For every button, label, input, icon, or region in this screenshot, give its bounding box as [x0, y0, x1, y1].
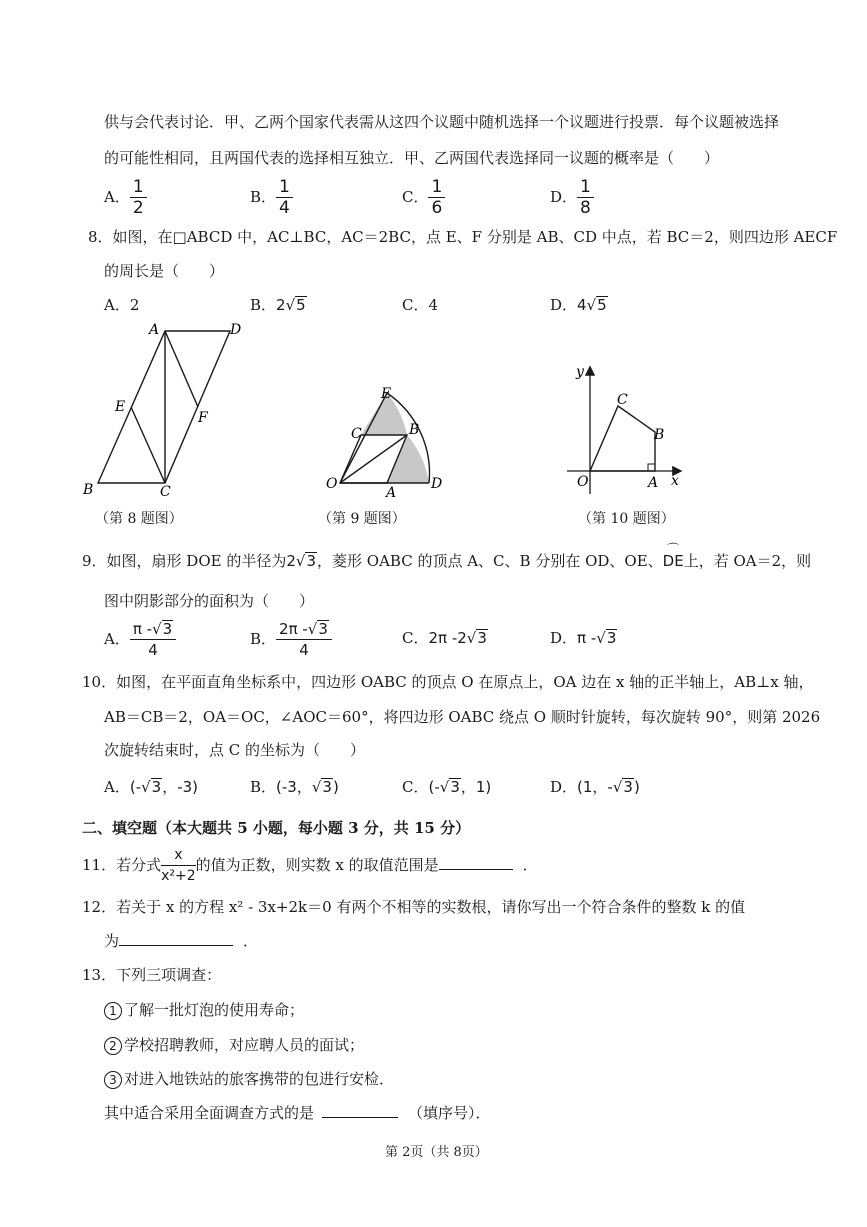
q12-line2: 为 ． — [104, 932, 259, 950]
figure-8 — [80, 318, 260, 503]
q9-line2: 图中阴影部分的面积为（ ） — [104, 592, 315, 610]
q8-option-a: A．2 — [104, 296, 140, 314]
q7-option-c: C． $\frac{1}{6}$ — [402, 178, 445, 218]
q10-option-d: D．(1，-√3) — [550, 778, 640, 796]
fraction: $\frac{1}{4}$ — [276, 178, 293, 218]
q13-answer-blank[interactable] — [322, 1103, 398, 1118]
q10-option-c: C．(-√3，1) — [402, 778, 492, 796]
figure-10 — [562, 362, 687, 497]
label-d: D — [230, 322, 242, 338]
label-f: F — [198, 410, 208, 426]
quadrilateral-oabc — [590, 406, 655, 471]
fraction: $\frac{1}{6}$ — [428, 178, 445, 218]
q13-item-3: 3 对进入地铁站的旅客携带的包进行安检． — [104, 1068, 394, 1089]
q11: 11．若分式 $\frac{x}{\text{x²+2}}$ 的值为正数，则实数 x 的取值范围是 ． — [82, 847, 538, 884]
q12-line1: 12．若关于 x 的方程 x² - 3x+2k＝0 有两个不相等的实数根，请你写出一个符合条件的整数 k 的值 — [82, 898, 746, 916]
q13-item-2: 2 学校招聘教师，对应聘人员的面试； — [104, 1034, 364, 1055]
q13-last-line: 其中适合采用全面调查方式的是 （填序号）． — [104, 1104, 491, 1122]
q11-answer-blank[interactable] — [439, 855, 513, 870]
q10-option-b: B．(-3，√3) — [250, 778, 339, 796]
q13-item-1: 1 了解一批灯泡的使用寿命； — [104, 999, 304, 1020]
q7-line1: 供与会代表讨论．甲、乙两个国家代表需从这四个议题中随机选择一个议题进行投票．每个议题被选择 — [104, 113, 780, 131]
label-e: E — [381, 386, 392, 402]
q9-option-b: B． $\frac{2\pi -√3}{4}$ — [250, 620, 332, 660]
q7-option-d: D． $\frac{1}{8}$ — [550, 178, 594, 218]
segment-af — [165, 331, 198, 407]
fraction: $\frac{x}{\text{x²+2}}$ — [161, 847, 196, 884]
label-a: A — [149, 322, 160, 338]
q10-line1: 10．如图，在平面直角坐标系中，四边形 OABC 的顶点 O 在原点上，OA 边在 x 轴的正半轴上，AB⊥x 轴， — [82, 673, 814, 691]
q7-line2: 的可能性相同，且两国代表的选择相互独立．甲、乙两国代表选择同一议题的概率是（ ） — [104, 149, 720, 167]
q7-option-a: A． $\frac{1}{2}$ — [104, 178, 147, 218]
q9-option-a: A． $\frac{\pi -√3}{4}$ — [104, 620, 176, 660]
q8-option-c: C．4 — [402, 296, 439, 314]
label-a: A — [648, 475, 659, 491]
q9-option-c: C．2π -2√3 — [402, 629, 487, 647]
label-c: C — [351, 426, 362, 442]
label-o: O — [326, 476, 338, 492]
q8-option-d: D．4√5 — [550, 296, 607, 314]
shaded-region-2 — [387, 435, 429, 483]
segment-ec — [131, 407, 165, 483]
q10-line2: AB＝CB＝2，OA＝OC，∠AOC＝60°，将四边形 OABC 绕点 O 顺时针旋转，每次旋转 90°，则第 2026 — [104, 708, 821, 726]
arc-de-notation: ⌒ DE — [662, 542, 684, 570]
figure-10-caption: （第 10 题图） — [578, 511, 675, 527]
label-b: B — [654, 427, 665, 443]
right-angle-mark — [648, 464, 655, 471]
label-x: x — [671, 473, 679, 489]
figure-9-caption: （第 9 题图） — [318, 511, 406, 527]
label-o: O — [577, 474, 589, 490]
label-e: E — [115, 399, 126, 415]
q8-line1: 8．如图，在□ABCD 中，AC⊥BC，AC＝2BC，点 E、F 分别是 AB、CD 中点，若 BC＝2，则四边形 AECF — [88, 228, 838, 246]
segment-oe — [340, 393, 387, 483]
q10-option-a: A．(-√3，-3) — [104, 778, 199, 796]
page-footer: 第 2页（共 8页） — [385, 1145, 488, 1160]
label-a: A — [386, 485, 397, 501]
fraction: $\frac{1}{8}$ — [577, 178, 594, 218]
q12-answer-blank[interactable] — [119, 931, 233, 946]
label-b: B — [83, 482, 94, 498]
figure-9 — [318, 380, 453, 505]
q13-line1: 13．下列三项调查： — [82, 966, 222, 984]
figure-8-caption: （第 8 题图） — [95, 511, 183, 527]
q10-line3: 次旋转结束时，点 C 的坐标为（ ） — [104, 741, 366, 759]
q8-line2: 的周长是（ ） — [104, 262, 225, 280]
q9-line1: 9．如图，扇形 DOE 的半径为2√3，菱形 OABC 的顶点 A、C、B 分别在 OD、OE、 ⌒ DE上，若 OA＝2，则 — [82, 542, 812, 570]
label-d: D — [431, 476, 443, 492]
q8-option-b: B．2√5 — [250, 296, 306, 314]
label-y: y — [576, 364, 584, 380]
label-b: B — [409, 422, 420, 438]
fraction: $\frac{\pi -√3}{4}$ — [130, 620, 176, 660]
fraction: $\frac{2\pi -√3}{4}$ — [276, 620, 332, 660]
q7-option-b: B． $\frac{1}{4}$ — [250, 178, 293, 218]
label-c: C — [160, 484, 171, 500]
label-c: C — [617, 392, 628, 408]
fraction: $\frac{1}{2}$ — [130, 178, 147, 218]
section-2-title: 二、填空题（本大题共 5 小题，每小题 3 分，共 15 分） — [82, 819, 471, 837]
q9-option-d: D．π -√3 — [550, 629, 617, 647]
